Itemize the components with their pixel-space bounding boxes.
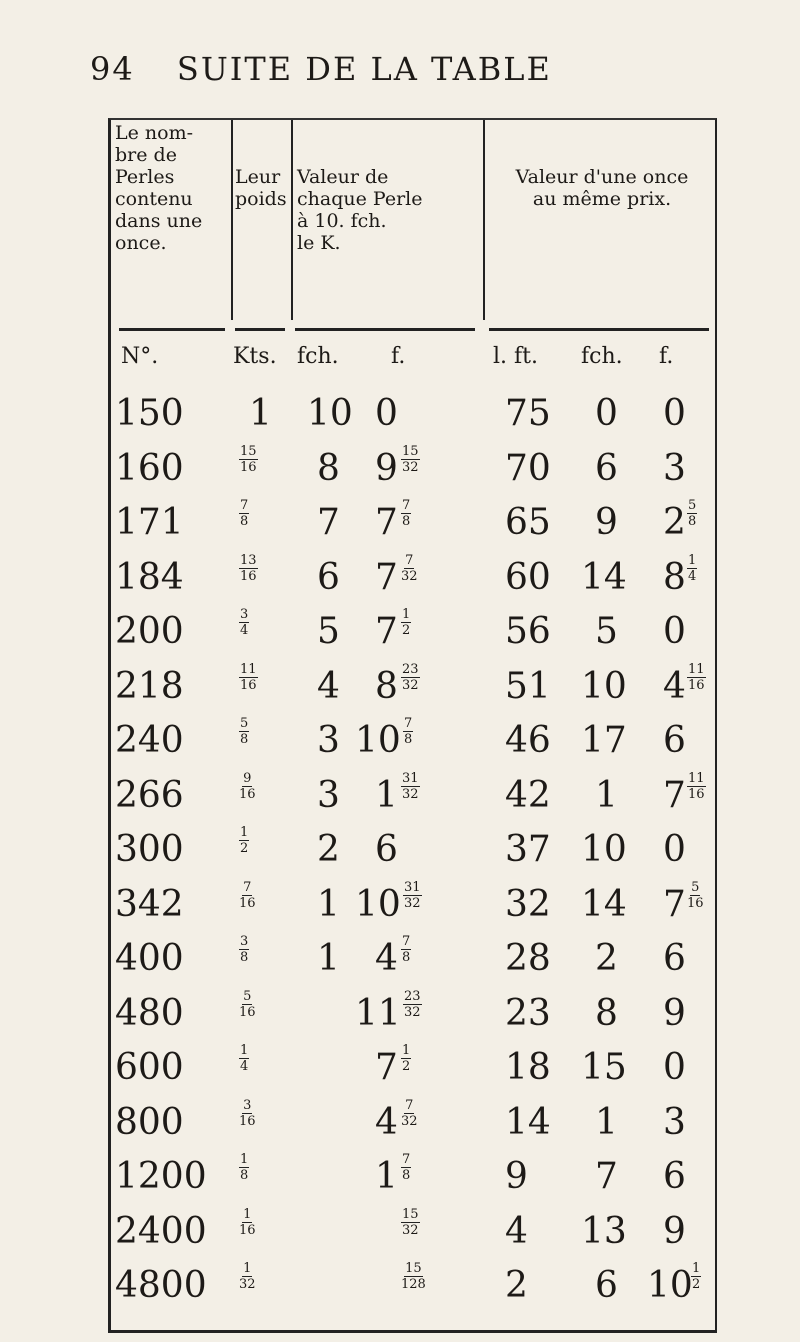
denominator: 8 <box>688 514 697 529</box>
denominator: 4 <box>240 1059 249 1074</box>
ounce-pounds: 14 <box>505 1101 551 1143</box>
numerator: 31 <box>404 879 421 895</box>
pearl-count: 160 <box>115 447 184 489</box>
unit-stuiver: f. <box>659 344 674 369</box>
pearl-stuiver-fraction <box>401 445 420 475</box>
header-divider <box>483 120 485 320</box>
pearl-count: 4800 <box>115 1265 207 1306</box>
pearl-count: 800 <box>115 1101 184 1143</box>
header-divider <box>291 120 293 320</box>
ounce-pounds: 56 <box>505 611 551 652</box>
pearl-stuiver: 1 <box>375 774 398 816</box>
pearl-stuiver-fraction <box>401 554 418 584</box>
ounce-stuiver: 6 <box>663 938 686 979</box>
numerator: 1 <box>402 1043 411 1058</box>
numerator: 3 <box>240 607 249 622</box>
numerator: 1 <box>402 607 411 622</box>
denominator: 16 <box>687 895 704 911</box>
numerator: 5 <box>691 879 700 895</box>
ounce-stuiver-fraction <box>687 881 704 911</box>
pearl-schelling: 3 <box>317 774 340 816</box>
denominator: 16 <box>688 786 705 802</box>
table-row <box>111 443 715 503</box>
table-row <box>111 824 715 884</box>
denominator: 16 <box>239 786 256 802</box>
table-row <box>111 715 715 775</box>
pearl-schelling: 7 <box>317 502 340 543</box>
ounce-pounds: 18 <box>505 1047 551 1088</box>
ounce-schelling: 14 <box>581 556 627 598</box>
ounce-pounds: 42 <box>505 774 551 816</box>
numerator: 5 <box>240 716 249 731</box>
denominator: 2 <box>240 841 249 856</box>
ounce-stuiver: 9 <box>663 992 686 1034</box>
pearl-stuiver: 7 <box>375 1047 398 1088</box>
denominator: 32 <box>239 1277 256 1292</box>
denominator: 8 <box>240 950 249 965</box>
weight-fraction <box>239 445 258 475</box>
numerator: 3 <box>240 934 249 949</box>
numerator: 23 <box>402 661 419 677</box>
ounce-stuiver: 6 <box>663 1156 686 1197</box>
page-title: SUITE DE LA TABLE <box>176 50 552 88</box>
ounce-stuiver: 0 <box>663 611 686 652</box>
ounce-stuiver: 2 <box>663 502 686 543</box>
weight-fraction <box>239 1208 256 1238</box>
numerator: 1 <box>240 1043 249 1058</box>
ounce-pounds: 28 <box>505 938 551 979</box>
ounce-schelling: 6 <box>595 447 618 489</box>
ounce-stuiver: 0 <box>663 1047 686 1088</box>
table-row <box>111 770 715 830</box>
ounce-schelling: 9 <box>595 502 618 543</box>
numerator: 1 <box>692 1261 701 1276</box>
weight-value: 1 <box>249 393 272 434</box>
denominator: 32 <box>402 786 419 802</box>
ounce-stuiver-fraction <box>687 554 697 584</box>
pearl-schelling: 1 <box>317 938 340 979</box>
table-row <box>111 933 715 993</box>
ounce-stuiver: 8 <box>663 556 686 598</box>
pearl-stuiver-fraction <box>403 990 422 1020</box>
pearl-schelling: 5 <box>317 611 340 652</box>
denominator: 32 <box>401 568 418 584</box>
ounce-pounds: 46 <box>505 720 551 761</box>
weight-fraction <box>239 717 249 747</box>
unit-carats: Kts. <box>233 344 277 369</box>
weight-fraction <box>239 608 249 638</box>
header-divider <box>231 120 233 320</box>
denominator: 32 <box>402 459 419 475</box>
denominator: 8 <box>240 1168 249 1183</box>
pearl-count: 218 <box>115 665 184 707</box>
pearl-schelling: 8 <box>317 447 340 489</box>
numerator: 15 <box>240 443 257 459</box>
denominator: 8 <box>240 514 249 529</box>
pearl-stuiver: 1 <box>375 1156 398 1197</box>
table-row <box>111 388 715 448</box>
pearl-stuiver-fraction <box>401 1153 411 1183</box>
numerator: 1 <box>243 1261 252 1276</box>
unit-pound-sterling: l. ft. <box>493 344 538 369</box>
ounce-pounds: 9 <box>505 1156 528 1197</box>
ounce-stuiver-fraction <box>687 499 697 529</box>
pearl-count: 1200 <box>115 1156 207 1197</box>
pearl-stuiver-fraction <box>401 772 420 802</box>
denominator: 8 <box>402 950 411 965</box>
ounce-pounds: 51 <box>505 665 551 707</box>
numerator: 31 <box>402 770 419 786</box>
ounce-schelling: 1 <box>595 774 618 816</box>
table-row <box>111 1151 715 1211</box>
ounce-pounds: 65 <box>505 502 551 543</box>
page-header <box>90 50 552 88</box>
denominator: 16 <box>240 568 257 584</box>
pearl-schelling: 3 <box>317 720 340 761</box>
pearl-stuiver: 0 <box>375 393 398 434</box>
pearl-count: 171 <box>115 502 184 543</box>
pearl-count: 150 <box>115 393 184 434</box>
pearl-stuiver: 7 <box>375 611 398 652</box>
numerator: 1 <box>240 1152 249 1167</box>
pearl-stuiver: 8 <box>375 665 398 707</box>
pearl-stuiver-fraction <box>401 1262 426 1292</box>
table-row <box>111 1206 715 1266</box>
table-row <box>111 1260 715 1320</box>
unit-number: N°. <box>121 344 159 369</box>
denominator: 16 <box>240 677 257 693</box>
header-rule <box>235 328 285 331</box>
header-value-per-ounce: Valeur d'une once au même prix. <box>515 166 689 210</box>
ounce-schelling: 0 <box>595 393 618 434</box>
numerator: 7 <box>405 552 414 568</box>
numerator: 7 <box>404 716 413 731</box>
ounce-pounds: 37 <box>505 829 551 870</box>
numerator: 15 <box>402 443 419 459</box>
pearl-stuiver-fraction <box>401 1044 411 1074</box>
numerator: 15 <box>405 1261 422 1276</box>
table-row <box>111 879 715 939</box>
pearl-stuiver: 6 <box>375 829 398 870</box>
pearl-schelling: 2 <box>317 829 340 870</box>
numerator: 7 <box>402 498 411 513</box>
numerator: 11 <box>688 770 705 786</box>
ounce-stuiver: 7 <box>663 774 686 816</box>
numerator: 15 <box>402 1206 419 1222</box>
table-row <box>111 1097 715 1157</box>
ounce-stuiver: 4 <box>663 665 686 707</box>
pearl-stuiver-fraction <box>401 608 411 638</box>
weight-fraction <box>239 554 258 584</box>
ounce-schelling: 14 <box>581 883 627 925</box>
pearl-count: 2400 <box>115 1210 207 1252</box>
weight-fraction <box>239 499 249 529</box>
weight-fraction <box>239 772 256 802</box>
ounce-schelling: 5 <box>595 611 618 652</box>
pearl-stuiver: 10 <box>355 720 401 761</box>
numerator: 1 <box>240 825 249 840</box>
weight-fraction <box>239 1262 256 1292</box>
header-rule <box>489 328 709 331</box>
weight-fraction <box>239 663 258 693</box>
pearl-stuiver-fraction <box>401 499 411 529</box>
ounce-schelling: 1 <box>595 1101 618 1143</box>
pearl-stuiver-fraction <box>401 935 411 965</box>
pearl-stuiver-fraction <box>403 881 422 911</box>
numerator: 13 <box>240 552 257 568</box>
pearl-schelling: 1 <box>317 883 340 925</box>
numerator: 7 <box>402 1152 411 1167</box>
ounce-stuiver: 0 <box>663 393 686 434</box>
ounce-pounds: 2 <box>505 1265 528 1306</box>
denominator: 8 <box>240 732 249 747</box>
pearl-stuiver: 11 <box>355 992 401 1034</box>
table-row <box>111 497 715 557</box>
pearl-count: 184 <box>115 556 184 598</box>
pearl-stuiver-fraction <box>401 663 420 693</box>
header-number-of-pearls: Le nom- bre de Perles contenu dans une once. <box>115 122 203 254</box>
numerator: 11 <box>688 661 705 677</box>
unit-schelling: fch. <box>297 344 339 369</box>
ounce-schelling: 6 <box>595 1265 618 1306</box>
pearl-stuiver-fraction <box>401 1208 420 1238</box>
ounce-stuiver: 10 <box>647 1265 693 1306</box>
ounce-pounds: 70 <box>505 447 551 489</box>
ounce-schelling: 2 <box>595 938 618 979</box>
ounce-stuiver: 7 <box>663 883 686 925</box>
weight-fraction <box>239 1044 249 1074</box>
numerator: 1 <box>688 552 697 568</box>
pearl-stuiver: 4 <box>375 938 398 979</box>
denominator: 16 <box>239 1004 256 1020</box>
ounce-schelling: 7 <box>595 1156 618 1197</box>
numerator: 7 <box>402 934 411 949</box>
pearl-count: 342 <box>115 883 184 925</box>
ounce-stuiver: 9 <box>663 1210 686 1252</box>
pearl-stuiver-fraction <box>403 717 413 747</box>
denominator: 2 <box>402 623 411 638</box>
pearl-value-table <box>108 118 717 1333</box>
denominator: 32 <box>402 1222 419 1238</box>
denominator: 8 <box>404 732 413 747</box>
pearl-stuiver: 7 <box>375 556 398 598</box>
pearl-count: 480 <box>115 992 184 1034</box>
header-rule <box>295 328 475 331</box>
page-number: 94 <box>90 50 135 88</box>
denominator: 32 <box>404 1004 421 1020</box>
numerator: 7 <box>243 879 252 895</box>
ounce-pounds: 60 <box>505 556 551 598</box>
ounce-pounds: 4 <box>505 1210 528 1252</box>
weight-fraction <box>239 826 249 856</box>
table-row <box>111 1042 715 1102</box>
ounce-pounds: 23 <box>505 992 551 1034</box>
pearl-schelling: 6 <box>317 556 340 598</box>
pearl-count: 266 <box>115 774 184 816</box>
denominator: 16 <box>239 1222 256 1238</box>
denominator: 16 <box>239 895 256 911</box>
ounce-stuiver: 3 <box>663 1101 686 1143</box>
denominator: 4 <box>240 623 249 638</box>
denominator: 4 <box>688 568 697 584</box>
ounce-pounds: 75 <box>505 393 551 434</box>
numerator: 5 <box>243 988 252 1004</box>
weight-fraction <box>239 1099 256 1129</box>
pearl-count: 200 <box>115 611 184 652</box>
numerator: 5 <box>688 498 697 513</box>
pearl-stuiver: 9 <box>375 447 398 489</box>
table-row <box>111 988 715 1048</box>
pearl-stuiver: 4 <box>375 1101 398 1143</box>
ounce-pounds: 32 <box>505 883 551 925</box>
table-row <box>111 661 715 721</box>
denominator: 8 <box>402 1168 411 1183</box>
unit-schelling: fch. <box>581 344 623 369</box>
ounce-stuiver: 0 <box>663 829 686 870</box>
ounce-schelling: 13 <box>581 1210 627 1252</box>
ounce-stuiver-fraction <box>687 663 706 693</box>
ounce-stuiver-fraction <box>691 1262 701 1292</box>
ounce-stuiver: 3 <box>663 447 686 489</box>
ounce-schelling: 15 <box>581 1047 627 1088</box>
denominator: 16 <box>688 677 705 693</box>
denominator: 2 <box>692 1277 701 1292</box>
denominator: 32 <box>402 677 419 693</box>
numerator: 23 <box>404 988 421 1004</box>
weight-fraction <box>239 1153 249 1183</box>
pearl-schelling: 4 <box>317 665 340 707</box>
numerator: 7 <box>405 1097 414 1113</box>
denominator: 16 <box>240 459 257 475</box>
denominator: 32 <box>401 1113 418 1129</box>
pearl-count: 600 <box>115 1047 184 1088</box>
numerator: 1 <box>243 1206 252 1222</box>
ounce-schelling: 8 <box>595 992 618 1034</box>
denominator: 128 <box>401 1277 426 1292</box>
ounce-schelling: 10 <box>581 665 627 707</box>
pearl-count: 400 <box>115 938 184 979</box>
ounce-stuiver: 6 <box>663 720 686 761</box>
pearl-count: 300 <box>115 829 184 870</box>
pearl-stuiver-fraction <box>401 1099 418 1129</box>
weight-fraction <box>239 935 249 965</box>
ounce-schelling: 10 <box>581 829 627 870</box>
denominator: 2 <box>402 1059 411 1074</box>
denominator: 8 <box>402 514 411 529</box>
numerator: 7 <box>240 498 249 513</box>
pearl-count: 240 <box>115 720 184 761</box>
weight-fraction <box>239 990 256 1020</box>
header-rule <box>119 328 225 331</box>
pearl-schelling: 10 <box>307 393 353 434</box>
header-value-per-pearl: Valeur de chaque Perle à 10. fch. le K. <box>297 166 423 254</box>
numerator: 9 <box>243 770 252 786</box>
ounce-stuiver-fraction <box>687 772 706 802</box>
ounce-schelling: 17 <box>581 720 627 761</box>
unit-stuiver: f. <box>391 344 406 369</box>
table-row <box>111 552 715 612</box>
numerator: 3 <box>243 1097 252 1113</box>
pearl-stuiver: 10 <box>355 883 401 925</box>
pearl-stuiver: 7 <box>375 502 398 543</box>
denominator: 32 <box>404 895 421 911</box>
table-row <box>111 606 715 666</box>
weight-fraction <box>239 881 256 911</box>
header-weight: Leur poids <box>235 166 287 210</box>
numerator: 11 <box>240 661 257 677</box>
denominator: 16 <box>239 1113 256 1129</box>
